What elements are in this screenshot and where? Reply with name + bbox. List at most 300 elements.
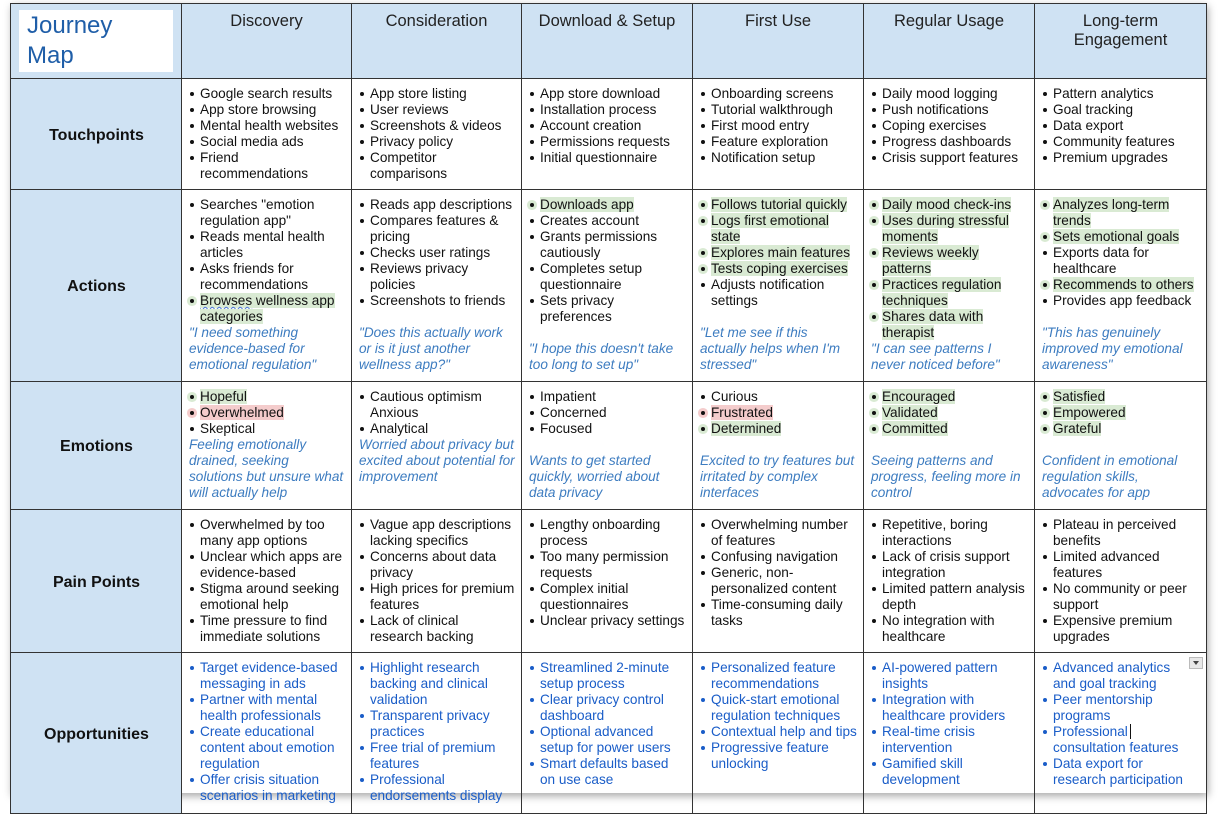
list-item-text: Overwhelmed <box>200 405 284 420</box>
list-item <box>871 581 1028 613</box>
list-item <box>359 581 515 613</box>
list-item <box>359 613 515 645</box>
bullet-list <box>700 389 857 437</box>
list-item-text: Lengthy onboarding process <box>540 517 661 548</box>
list-item <box>871 197 1028 213</box>
list-item-text: App store download <box>540 86 661 101</box>
list-item-text: Initial questionnaire <box>540 150 658 165</box>
row-label[interactable]: Actions <box>11 190 182 382</box>
journey-cell[interactable] <box>522 510 693 653</box>
list-item-text: Confusing navigation <box>711 549 838 564</box>
list-item <box>871 134 1028 150</box>
journey-cell[interactable] <box>693 382 864 510</box>
spellcheck-word: Browses <box>200 293 253 308</box>
list-item <box>700 597 857 629</box>
list-item-text: Too many permission requests <box>540 549 669 580</box>
list-item <box>700 197 857 213</box>
list-item <box>871 86 1028 102</box>
row-touchpoints <box>11 79 1207 190</box>
list-item <box>529 660 686 692</box>
stage-header[interactable]: Download & Setup <box>522 4 693 79</box>
list-item <box>359 708 515 740</box>
list-item-text: Limited pattern analysis depth <box>882 581 1025 612</box>
list-item <box>871 309 1028 341</box>
journey-cell[interactable] <box>864 190 1035 382</box>
list-item <box>189 421 345 437</box>
bullet-list <box>871 517 1028 645</box>
note-text: "I can see patterns I never noticed before" <box>871 341 1000 372</box>
row-pain-points <box>11 510 1207 653</box>
list-item-text: Daily mood check-ins <box>882 197 1012 212</box>
list-item <box>1042 692 1184 724</box>
stage-header[interactable]: Consideration <box>352 4 522 79</box>
list-item <box>1042 118 1200 134</box>
bullet-list <box>529 197 686 325</box>
list-item-text: Plateau in perceived benefits <box>1053 517 1177 548</box>
list-item-text: Provides app feedback <box>1053 293 1192 308</box>
bullet-list <box>529 660 686 788</box>
list-item-text: Focused <box>540 421 593 436</box>
journey-cell[interactable] <box>693 653 864 814</box>
list-item <box>359 517 515 549</box>
bullet-list <box>359 660 515 804</box>
list-item <box>189 134 345 150</box>
list-item-text: Tests coping exercises <box>711 261 848 276</box>
list-item <box>189 86 345 102</box>
list-item <box>700 86 857 102</box>
journey-cell[interactable] <box>864 653 1035 814</box>
list-item <box>359 213 515 245</box>
list-item <box>359 102 515 118</box>
list-item-text: Quick-start emotional regulation techniques <box>711 692 841 723</box>
list-item-text: Free trial of premium features <box>370 740 496 771</box>
note-text: Worried about privacy but excited about potential for improvement <box>359 437 515 484</box>
list-item-text: Google search results <box>200 86 333 101</box>
note-text: Wants to get started quickly, worried about data privacy <box>529 453 660 500</box>
list-item <box>359 197 515 213</box>
list-item <box>529 293 686 325</box>
list-item-text: Onboarding screens <box>711 86 834 101</box>
list-item-text: Mental health websites <box>200 118 339 133</box>
list-item <box>700 549 857 565</box>
note-text: Feeling emotionally drained, seeking solutions but unsure what will actually help <box>189 437 344 500</box>
row-label[interactable]: Opportunities <box>11 653 182 814</box>
page-title: Journey Map <box>19 10 173 72</box>
list-item-text: Shares data with therapist <box>882 309 984 340</box>
list-item <box>1042 581 1200 613</box>
list-item-text: AI-powered pattern insights <box>882 660 998 691</box>
list-item <box>871 277 1028 309</box>
list-item-text: Integration with healthcare providers <box>882 692 1006 723</box>
bullet-list <box>359 517 515 645</box>
list-item-text: Optional advanced setup for power users <box>540 724 671 755</box>
list-item-text: Checks user ratings <box>370 245 491 260</box>
list-item <box>871 613 1028 645</box>
note-text: "I hope this doesn't take too long to set up" <box>529 341 674 372</box>
list-item <box>189 581 345 613</box>
list-item <box>871 389 1028 405</box>
bullet-list <box>189 389 345 437</box>
journey-cell[interactable] <box>182 510 352 653</box>
list-item <box>189 517 345 549</box>
journey-cell[interactable] <box>693 190 864 382</box>
bullet-list <box>529 517 686 629</box>
list-item-text: Gamified skill development <box>882 756 963 787</box>
list-item-text: Satisfied <box>1053 389 1106 404</box>
journey-cell[interactable] <box>1035 510 1207 653</box>
journey-cell[interactable] <box>693 510 864 653</box>
list-item-text: Recommends to others <box>1053 277 1194 292</box>
list-item-text: Time-consuming daily tasks <box>711 597 843 628</box>
list-item <box>529 197 686 213</box>
list-item-text: Lack of crisis support integration <box>882 549 1010 580</box>
list-item-text: Unclear privacy settings <box>540 613 685 628</box>
list-item <box>1042 389 1200 405</box>
list-item <box>700 692 857 724</box>
list-item <box>189 118 345 134</box>
list-item <box>700 421 857 437</box>
list-item-text: Personalized feature recommendations <box>711 660 836 691</box>
spacer <box>1042 309 1200 325</box>
list-item-text: Professional consultation features <box>1053 724 1179 755</box>
list-item <box>700 134 857 150</box>
list-item-text: Reads mental health articles <box>200 229 325 260</box>
journey-cell[interactable] <box>352 79 522 190</box>
list-item <box>1042 134 1200 150</box>
list-item-text: Screenshots & videos <box>370 118 502 133</box>
bullet-list <box>359 389 515 437</box>
list-item-text: Social media ads <box>200 134 304 149</box>
list-item <box>189 389 345 405</box>
list-item <box>359 293 515 309</box>
bullet-list <box>871 86 1028 166</box>
journey-cell[interactable] <box>352 382 522 510</box>
bullet-list <box>529 86 686 166</box>
list-item <box>529 756 686 788</box>
dropdown-arrow-icon[interactable] <box>1189 657 1203 669</box>
journey-cell[interactable] <box>182 382 352 510</box>
list-item-text: Logs first emotional state <box>711 213 829 244</box>
list-item-text: Reads app descriptions <box>370 197 513 212</box>
list-item-text: Target evidence-based messaging in ads <box>200 660 338 691</box>
list-item <box>1042 197 1200 229</box>
journey-cell[interactable] <box>522 190 693 382</box>
list-item-text: Lack of clinical research backing <box>370 613 474 644</box>
journey-cell[interactable] <box>1035 653 1207 814</box>
list-item-text: Concerns about data privacy <box>370 549 497 580</box>
list-item-text: Compares features & pricing <box>370 213 499 244</box>
list-item <box>359 421 515 437</box>
list-item-text: No integration with healthcare <box>882 613 995 644</box>
list-item-text: Downloads app <box>540 197 634 212</box>
list-item-text: High prices for premium features <box>370 581 515 612</box>
list-item-text: Data export <box>1053 118 1124 133</box>
list-item-text: Searches "emotion regulation app" <box>200 197 315 228</box>
list-item-text: Reviews privacy policies <box>370 261 469 292</box>
list-item <box>189 613 345 645</box>
journey-cell[interactable] <box>352 510 522 653</box>
list-item <box>359 118 515 134</box>
journey-cell[interactable] <box>352 653 522 814</box>
list-item <box>189 261 345 293</box>
list-item <box>529 724 686 756</box>
journey-cell[interactable] <box>182 79 352 190</box>
list-item-text: Creates account <box>540 213 639 228</box>
list-item-text: Account creation <box>540 118 642 133</box>
stage-header[interactable]: Regular Usage <box>864 4 1035 79</box>
spacer <box>700 309 857 325</box>
journey-cell[interactable] <box>864 382 1035 510</box>
list-item <box>1042 660 1184 692</box>
list-item <box>1042 86 1200 102</box>
list-item-text: Transparent privacy practices <box>370 708 490 739</box>
list-item <box>700 724 857 740</box>
note-text: Confident in emotional regulation skills, advocates for app <box>1042 453 1178 500</box>
spacer <box>1042 437 1200 453</box>
list-item <box>359 261 515 293</box>
list-item <box>700 118 857 134</box>
list-item-text: Data export for research participation <box>1053 756 1183 787</box>
list-item-text: Tutorial walkthrough <box>711 102 833 117</box>
list-item-text: Follows tutorial quickly <box>711 197 847 212</box>
list-item <box>700 389 857 405</box>
list-item <box>700 150 857 166</box>
list-item-text: Feature exploration <box>711 134 829 149</box>
journey-cell[interactable] <box>864 79 1035 190</box>
list-item-text: Community features <box>1053 134 1175 149</box>
list-item <box>871 405 1028 421</box>
list-item <box>700 261 857 277</box>
stage-header[interactable]: Long-term Engagement <box>1035 4 1207 79</box>
list-item <box>1042 277 1200 293</box>
list-item <box>359 150 515 182</box>
list-item <box>700 565 857 597</box>
list-item-text: Progress dashboards <box>882 134 1012 149</box>
list-item-text: No community or peer support <box>1053 581 1187 612</box>
list-item-text: Frustrated <box>711 405 773 420</box>
list-item <box>529 86 686 102</box>
note-text: "Does this actually work or is it just another wellness app?" <box>359 325 503 372</box>
list-item-text: Installation process <box>540 102 657 117</box>
list-item <box>700 660 857 692</box>
list-item <box>871 118 1028 134</box>
list-item <box>359 660 515 708</box>
list-item-text: User reviews <box>370 102 449 117</box>
journey-cell[interactable] <box>522 79 693 190</box>
list-item-text: Analyzes long-term trends <box>1053 197 1170 228</box>
list-item-text: Curious <box>711 389 758 404</box>
journey-map-table <box>10 3 1207 814</box>
bullet-list <box>359 197 515 309</box>
list-item <box>529 421 686 437</box>
bullet-list <box>529 389 686 437</box>
list-item <box>189 772 345 804</box>
list-item-text: Committed <box>882 421 948 436</box>
list-item-text: Completes setup questionnaire <box>540 261 643 292</box>
list-item-text: Sets emotional goals <box>1053 229 1180 244</box>
list-item <box>189 724 345 772</box>
list-item-text: Practices regulation techniques <box>882 277 1002 308</box>
list-item <box>529 613 686 629</box>
list-item-text: Notification setup <box>711 150 816 165</box>
note-text: Excited to try features but irritated by complex interfaces <box>700 453 855 500</box>
list-item <box>1042 102 1200 118</box>
note-text: Seeing patterns and progress, feeling more in control <box>871 453 1021 500</box>
list-item <box>189 293 345 325</box>
list-item-text: Pattern analytics <box>1053 86 1154 101</box>
row-actions <box>11 190 1207 382</box>
text-cursor <box>1130 724 1132 739</box>
stage-header[interactable]: First Use <box>693 4 864 79</box>
list-item <box>871 245 1028 277</box>
list-item-text: Goal tracking <box>1053 102 1134 117</box>
list-item <box>871 421 1028 437</box>
list-item <box>529 549 686 581</box>
list-item-text: Partner with mental health professionals <box>200 692 321 723</box>
list-item <box>529 517 686 549</box>
list-item <box>529 692 686 724</box>
list-item <box>359 245 515 261</box>
list-item <box>700 245 857 261</box>
list-item <box>529 102 686 118</box>
list-item-text: Empowered <box>1053 405 1126 420</box>
list-item-text: Coping exercises <box>882 118 987 133</box>
list-item <box>871 724 1028 756</box>
list-item-text: Crisis support features <box>882 150 1018 165</box>
list-item-text: Sets privacy preferences <box>540 293 615 324</box>
list-item-text: Premium upgrades <box>1053 150 1168 165</box>
journey-map-sheet <box>10 3 1206 803</box>
journey-cell[interactable] <box>522 653 693 814</box>
list-item <box>871 549 1028 581</box>
title-cell[interactable] <box>11 4 182 79</box>
bullet-list <box>700 86 857 166</box>
list-item-text: Generic, non-personalized content <box>711 565 837 596</box>
row-label[interactable]: Pain Points <box>11 510 182 653</box>
list-item <box>700 405 857 421</box>
journey-cell[interactable] <box>352 190 522 382</box>
list-item <box>1042 724 1184 756</box>
row-label[interactable]: Emotions <box>11 382 182 510</box>
journey-cell[interactable] <box>522 382 693 510</box>
list-item <box>189 660 345 692</box>
list-item <box>189 229 345 261</box>
journey-cell[interactable] <box>1035 190 1207 382</box>
list-item <box>359 740 515 772</box>
list-item-text: Push notifications <box>882 102 989 117</box>
list-item-text: Encouraged <box>882 389 956 404</box>
bullet-list <box>700 197 857 309</box>
bullet-list <box>700 660 857 772</box>
list-item-text: Offer crisis situation scenarios in marketing <box>200 772 336 803</box>
journey-cell[interactable] <box>693 79 864 190</box>
list-item <box>1042 756 1184 788</box>
list-item <box>529 134 686 150</box>
list-item-text: Progressive feature unlocking <box>711 740 829 771</box>
list-item-text: Overwhelmed by too many app options <box>200 517 325 548</box>
bullet-list <box>1042 86 1200 166</box>
journey-cell[interactable] <box>182 653 352 814</box>
list-item <box>871 756 1028 788</box>
list-item-text: Exports data for healthcare <box>1053 245 1149 276</box>
journey-cell[interactable] <box>1035 79 1207 190</box>
list-item-text: Repetitive, boring interactions <box>882 517 988 548</box>
row-opportunities <box>11 653 1207 814</box>
list-item <box>189 692 345 724</box>
list-item-text: Permissions requests <box>540 134 670 149</box>
spacer <box>871 437 1028 453</box>
bullet-list <box>189 197 345 325</box>
journey-cell[interactable] <box>864 510 1035 653</box>
bullet-list <box>359 86 515 182</box>
header-row <box>11 4 1207 79</box>
list-item-text: Overwhelming number of features <box>711 517 848 548</box>
list-item <box>700 277 857 309</box>
list-item <box>871 692 1028 724</box>
list-item <box>1042 613 1200 645</box>
list-item-text: Grants permissions cautiously <box>540 229 658 260</box>
list-item-text: Stigma around seeking emotional help <box>200 581 340 612</box>
list-item-text: Reviews weekly patterns <box>882 245 979 276</box>
list-item-text: Time pressure to find immediate solutions <box>200 613 328 644</box>
list-item-text: Complex initial questionnaires <box>540 581 629 612</box>
list-item-text: Expensive premium upgrades <box>1053 613 1173 644</box>
list-item <box>189 405 345 421</box>
list-item <box>189 102 345 118</box>
list-item <box>1042 421 1200 437</box>
note-text: "This has genuinely improved my emotional awareness" <box>1042 325 1183 372</box>
list-item <box>700 740 857 772</box>
stage-header[interactable]: Discovery <box>182 4 352 79</box>
list-item-text: Unclear which apps are evidence-based <box>200 549 343 580</box>
bullet-list <box>871 197 1028 341</box>
list-item <box>529 150 686 166</box>
list-item-text: Vague app descriptions lacking specifics <box>370 517 512 548</box>
list-item <box>700 517 857 549</box>
list-item-text: First mood entry <box>711 118 810 133</box>
list-item <box>871 150 1028 166</box>
list-item <box>1042 293 1200 309</box>
note-text: "I need something evidence-based for emotional regulation" <box>189 325 317 372</box>
spacer <box>359 309 515 325</box>
list-item-text: App store listing <box>370 86 467 101</box>
bullet-list <box>1042 660 1184 788</box>
list-item <box>529 389 686 405</box>
row-label[interactable]: Touchpoints <box>11 79 182 190</box>
list-item-text: Cautious optimism Anxious <box>370 389 482 420</box>
list-item <box>359 389 515 421</box>
spacer <box>529 437 686 453</box>
list-item <box>1042 549 1200 581</box>
list-item-text: Smart defaults based on use case <box>540 756 669 787</box>
list-item-text: Friend recommendations <box>200 150 309 181</box>
list-item <box>1042 405 1200 421</box>
journey-cell[interactable] <box>182 190 352 382</box>
list-item-text: Explores main features <box>711 245 851 260</box>
list-item <box>189 197 345 229</box>
bullet-list <box>871 660 1028 788</box>
list-item <box>529 229 686 261</box>
journey-cell[interactable] <box>1035 382 1207 510</box>
list-item <box>359 134 515 150</box>
spacer <box>529 325 686 341</box>
list-item <box>1042 517 1200 549</box>
bullet-list <box>871 389 1028 437</box>
list-item <box>359 549 515 581</box>
bullet-list <box>700 517 857 629</box>
note-text: "Let me see if this actually helps when I'm stressed" <box>700 325 841 372</box>
list-item-text: Limited advanced features <box>1053 549 1160 580</box>
